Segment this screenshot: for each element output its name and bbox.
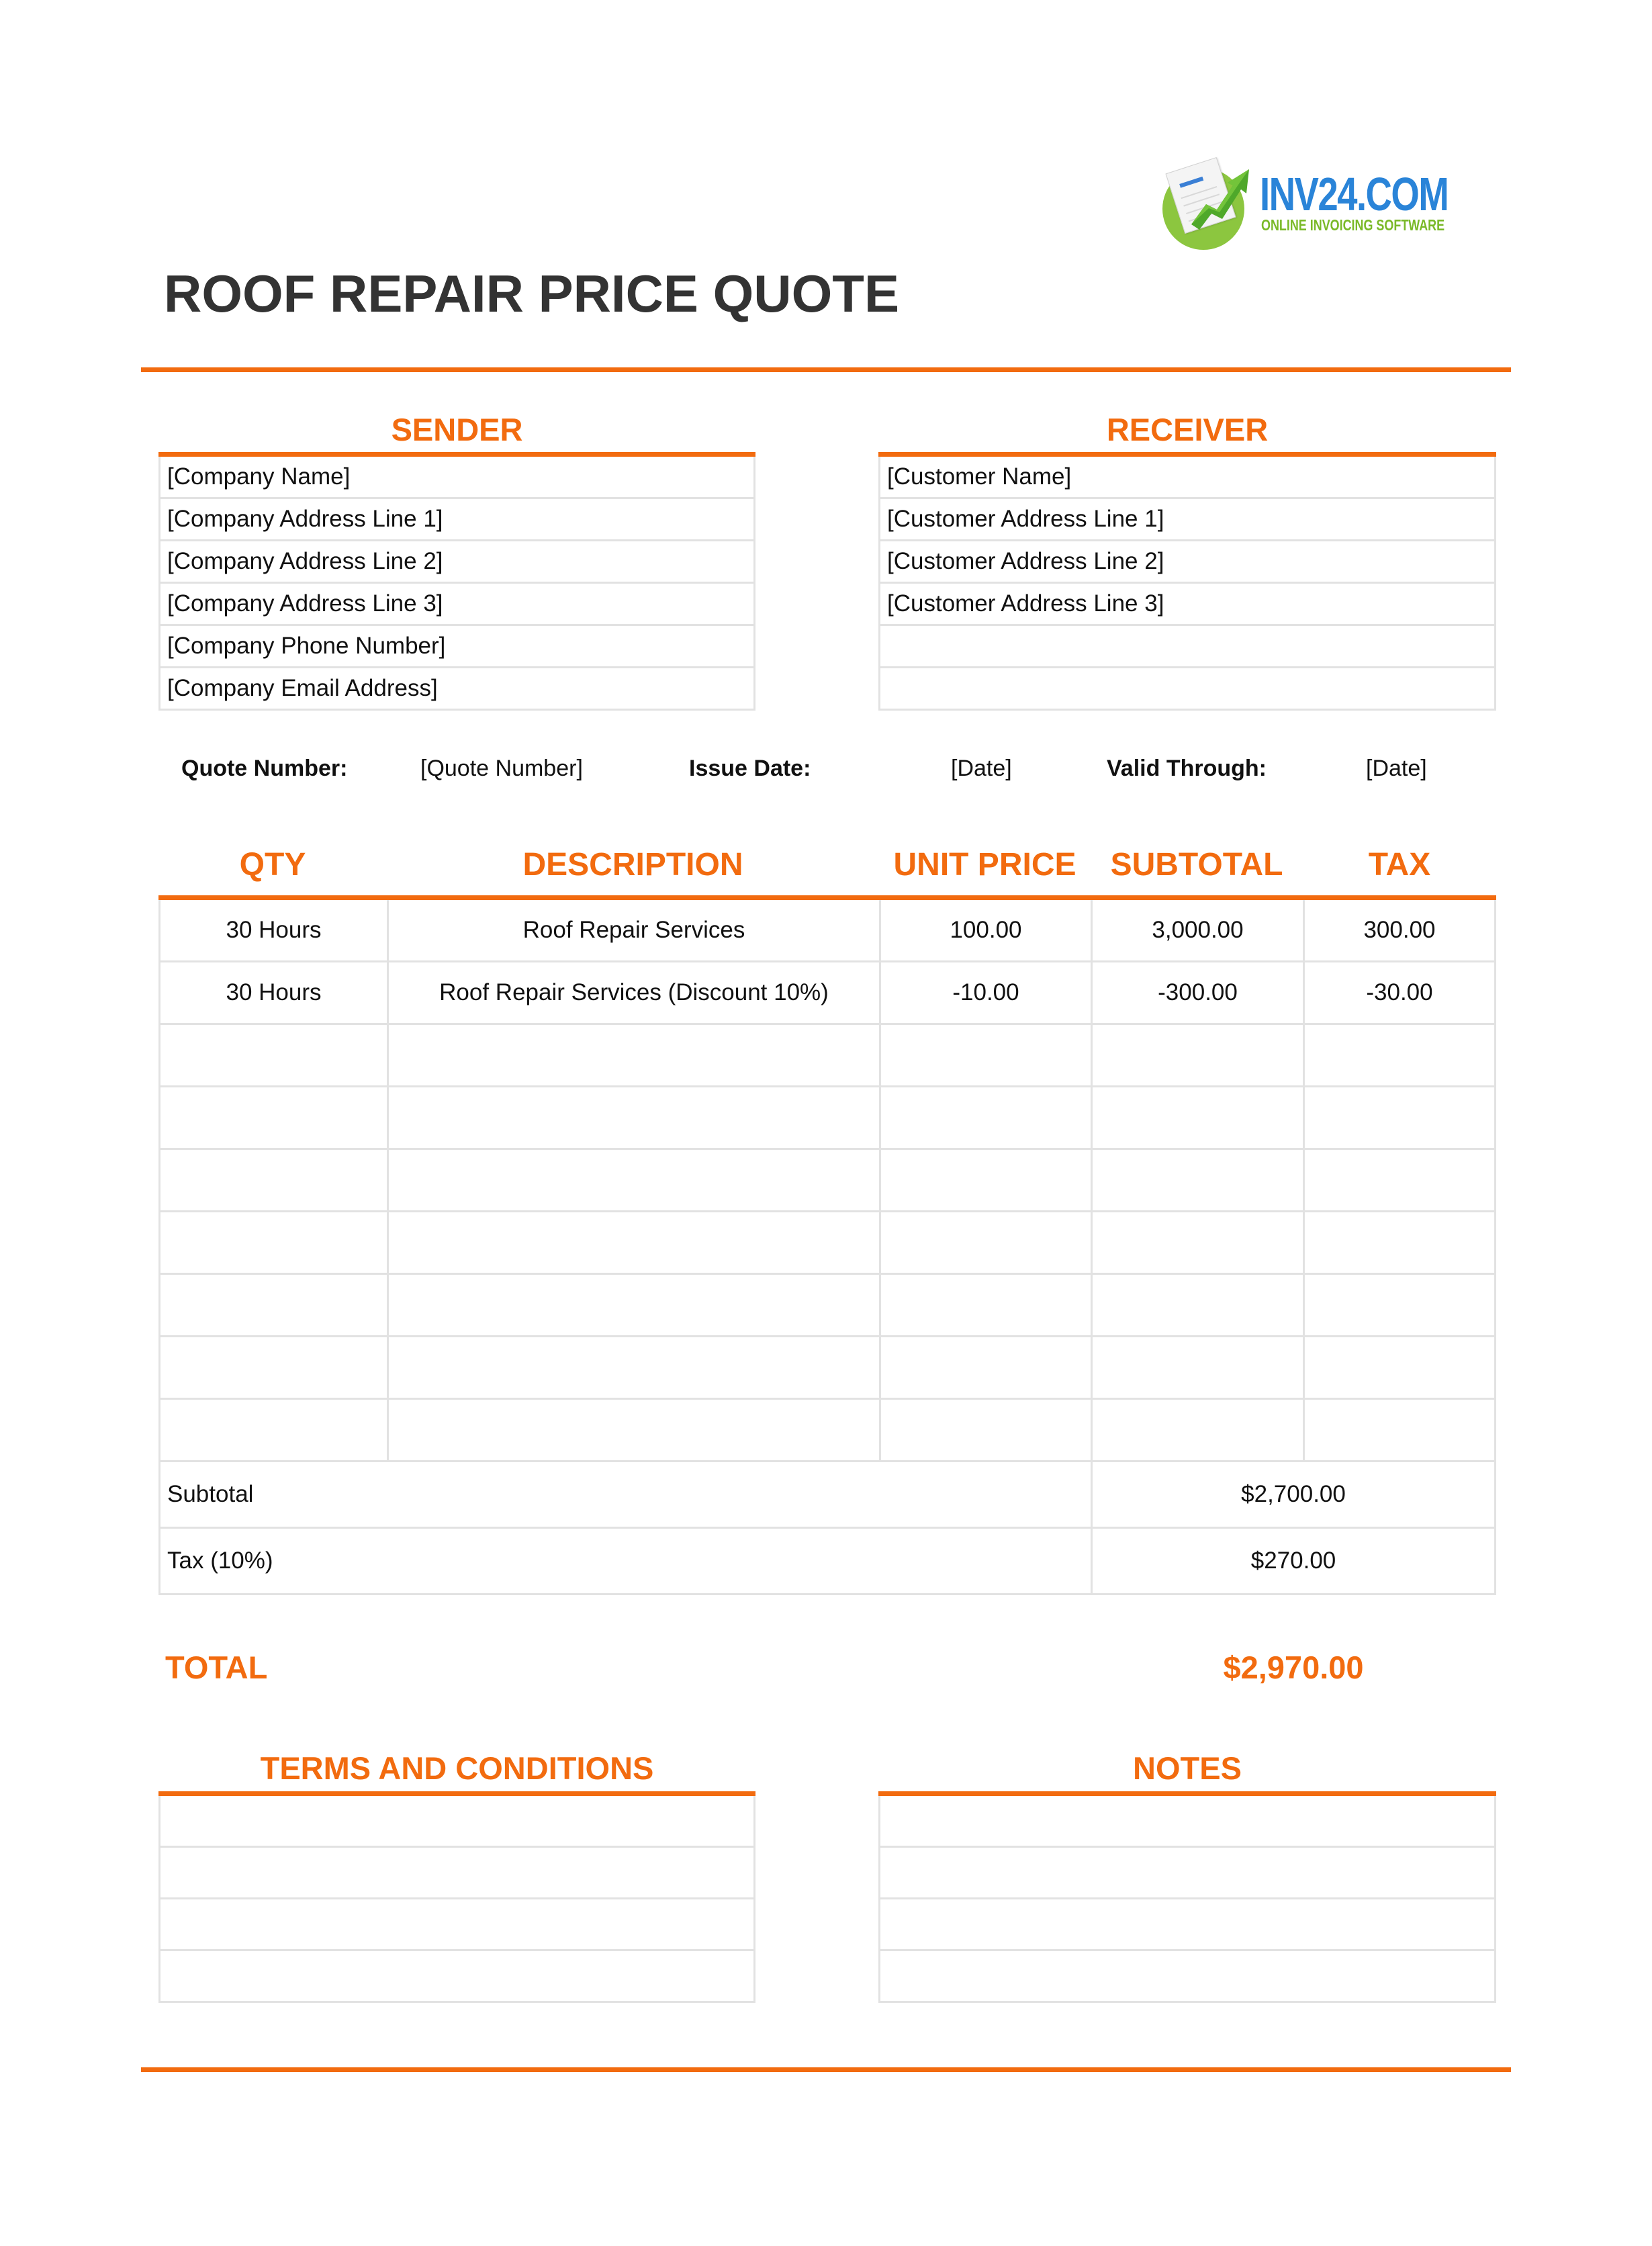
unit-price-cell[interactable]: [881, 1337, 1093, 1398]
item-row: [160, 962, 1494, 1025]
quote-number-value[interactable]: [Quote Number]: [420, 756, 583, 781]
item-row: [160, 1400, 1494, 1462]
sender-box: [158, 452, 755, 711]
terms-box: [158, 1791, 755, 2003]
unit-price-cell[interactable]: -10.00: [881, 962, 1093, 1023]
unit-price-cell[interactable]: [881, 1275, 1093, 1335]
terms-line[interactable]: [160, 1796, 753, 1848]
notes-box: [878, 1791, 1496, 2003]
valid-through-label: Valid Through:: [1107, 756, 1267, 781]
notes-line[interactable]: [880, 1951, 1494, 2003]
description-cell[interactable]: Roof Repair Services (Discount 10%): [389, 962, 881, 1023]
column-header-qty: QTY: [239, 847, 306, 883]
subtotal-cell[interactable]: [1093, 1337, 1305, 1398]
page-title: ROOF REPAIR PRICE QUOTE: [164, 264, 899, 323]
item-row: [160, 1087, 1494, 1150]
description-cell[interactable]: [389, 1212, 881, 1273]
receiver-line[interactable]: [Customer Name]: [880, 457, 1494, 499]
unit-price-cell[interactable]: [881, 1212, 1093, 1273]
inv24-logo: [1159, 156, 1449, 246]
sender-heading: SENDER: [391, 412, 523, 447]
qty-cell[interactable]: [160, 1275, 389, 1335]
unit-price-cell[interactable]: [881, 1150, 1093, 1210]
subtotal-cell[interactable]: [1093, 1150, 1305, 1210]
item-row: [160, 1150, 1494, 1212]
qty-cell[interactable]: [160, 1025, 389, 1085]
subtotal-row: [160, 1462, 1494, 1529]
column-header-description: DESCRIPTION: [522, 847, 743, 883]
tax-cell[interactable]: [1305, 1337, 1494, 1398]
qty-cell[interactable]: [160, 1212, 389, 1273]
tax-cell[interactable]: [1305, 1150, 1494, 1210]
subtotal-value: $2,700.00: [1241, 1481, 1346, 1507]
tax-value: $270.00: [1250, 1547, 1336, 1574]
tax-row: [160, 1529, 1494, 1595]
description-cell[interactable]: [389, 1150, 881, 1210]
sender-line[interactable]: [Company Address Line 1]: [160, 499, 753, 541]
tax-cell[interactable]: [1305, 1400, 1494, 1460]
subtotal-cell[interactable]: [1093, 1275, 1305, 1335]
unit-price-cell[interactable]: [881, 1400, 1093, 1460]
subtotal-cell[interactable]: 3,000.00: [1093, 900, 1305, 960]
item-row: [160, 1025, 1494, 1087]
column-header-subtotal: SUBTOTAL: [1110, 847, 1283, 883]
subtotal-cell[interactable]: -300.00: [1093, 962, 1305, 1023]
description-cell[interactable]: [389, 1337, 881, 1398]
column-header-unit-price: UNIT PRICE: [893, 847, 1076, 883]
column-header-tax: TAX: [1368, 847, 1431, 883]
notes-line[interactable]: [880, 1848, 1494, 1899]
sender-line[interactable]: [Company Email Address]: [160, 668, 753, 711]
sender-line[interactable]: [Company Phone Number]: [160, 626, 753, 668]
qty-cell[interactable]: [160, 1400, 389, 1460]
growth-arrow-icon: [1186, 163, 1253, 236]
subtotal-cell[interactable]: [1093, 1400, 1305, 1460]
receiver-line[interactable]: [Customer Address Line 3]: [880, 584, 1494, 626]
terms-heading: TERMS AND CONDITIONS: [260, 1750, 654, 1786]
top-divider: [141, 367, 1511, 372]
issue-date-label: Issue Date:: [689, 756, 811, 781]
total-value: $2,970.00: [1223, 1650, 1364, 1685]
unit-price-cell[interactable]: 100.00: [881, 900, 1093, 960]
logo-tagline: ONLINE INVOICING SOFTWARE: [1261, 216, 1445, 234]
tax-cell[interactable]: [1305, 1275, 1494, 1335]
tax-cell[interactable]: 300.00: [1363, 917, 1436, 943]
item-row: [160, 900, 1494, 962]
qty-cell[interactable]: [160, 1337, 389, 1398]
subtotal-cell[interactable]: [1093, 1087, 1305, 1148]
receiver-line[interactable]: [880, 626, 1494, 668]
receiver-box: [878, 452, 1496, 711]
receiver-line[interactable]: [880, 668, 1494, 711]
issue-date-value[interactable]: [Date]: [951, 756, 1012, 781]
notes-line[interactable]: [880, 1796, 1494, 1848]
description-cell[interactable]: [389, 1025, 881, 1085]
valid-through-value[interactable]: [Date]: [1366, 756, 1427, 781]
item-row: [160, 1337, 1494, 1400]
subtotal-label: Subtotal: [160, 1462, 1093, 1527]
terms-line[interactable]: [160, 1951, 753, 2003]
unit-price-cell[interactable]: [881, 1025, 1093, 1085]
notes-line[interactable]: [880, 1899, 1494, 1951]
description-cell[interactable]: [389, 1400, 881, 1460]
tax-cell[interactable]: [1305, 1025, 1494, 1085]
quote-number-label: Quote Number:: [181, 756, 348, 781]
qty-cell[interactable]: [160, 1087, 389, 1148]
tax-cell[interactable]: -30.00: [1366, 979, 1433, 1005]
logo-brand: INV24.COM: [1260, 168, 1449, 220]
receiver-line[interactable]: [Customer Address Line 2]: [880, 541, 1494, 584]
qty-cell[interactable]: 30 Hours: [160, 900, 389, 960]
line-items-table: [158, 895, 1496, 1595]
sender-line[interactable]: [Company Address Line 2]: [160, 541, 753, 584]
tax-cell[interactable]: [1305, 1212, 1494, 1273]
terms-line[interactable]: [160, 1899, 753, 1951]
subtotal-cell[interactable]: [1093, 1025, 1305, 1085]
description-cell[interactable]: Roof Repair Services: [389, 900, 881, 960]
bottom-divider: [141, 2067, 1511, 2072]
qty-cell[interactable]: [160, 1150, 389, 1210]
sender-line[interactable]: [Company Name]: [160, 457, 753, 499]
notes-heading: NOTES: [1133, 1750, 1242, 1786]
total-label: TOTAL: [165, 1650, 268, 1685]
unit-price-cell[interactable]: [881, 1087, 1093, 1148]
terms-line[interactable]: [160, 1848, 753, 1899]
item-row: [160, 1212, 1494, 1275]
subtotal-cell[interactable]: [1093, 1212, 1305, 1273]
receiver-heading: RECEIVER: [1106, 412, 1269, 447]
tax-cell[interactable]: [1305, 1087, 1494, 1148]
description-cell[interactable]: [389, 1087, 881, 1148]
description-cell[interactable]: [389, 1275, 881, 1335]
receiver-line[interactable]: [Customer Address Line 1]: [880, 499, 1494, 541]
tax-label: Tax (10%): [160, 1529, 1093, 1593]
qty-cell[interactable]: 30 Hours: [160, 962, 389, 1023]
item-row: [160, 1275, 1494, 1337]
sender-line[interactable]: [Company Address Line 3]: [160, 584, 753, 626]
